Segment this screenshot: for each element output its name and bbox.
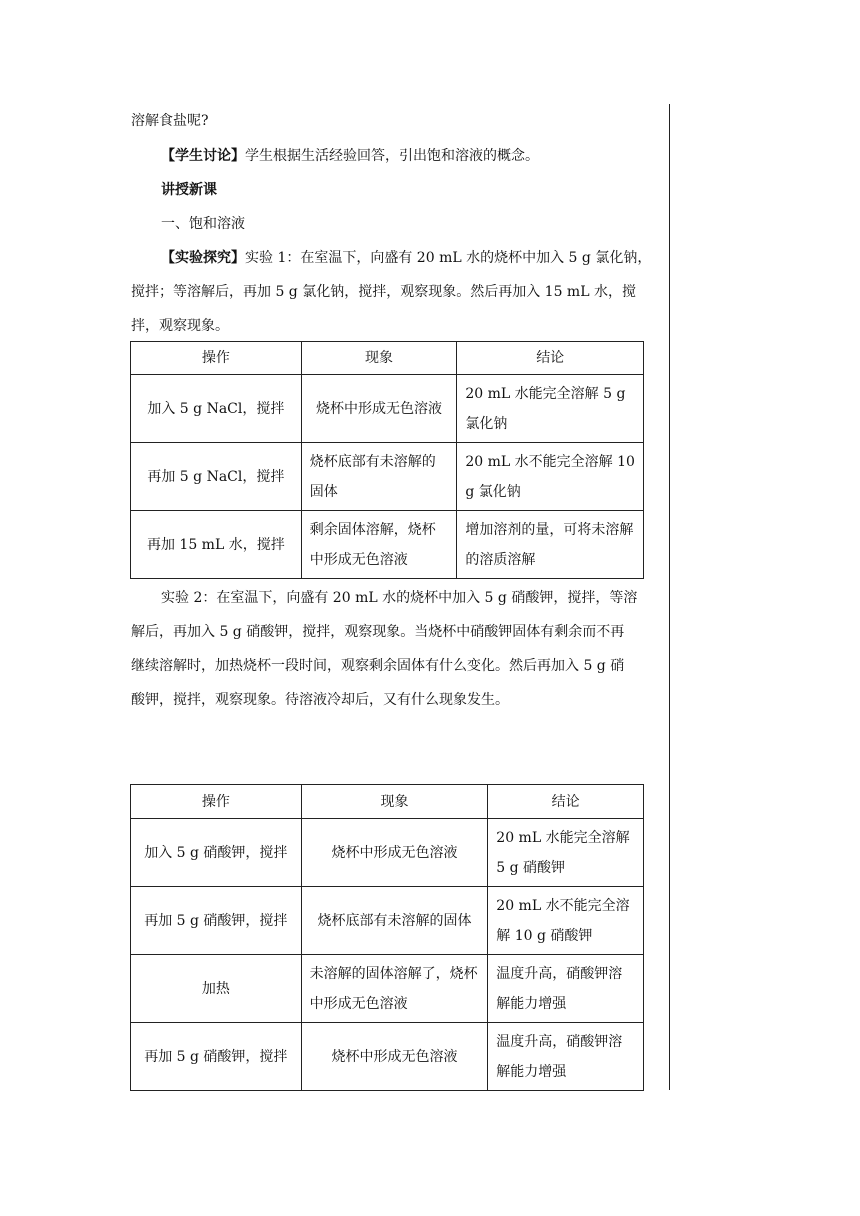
experiment-1-table	[130, 341, 644, 579]
table-header-row	[131, 342, 644, 375]
table-cell: 加入 5 g NaCl，搅拌	[131, 375, 302, 443]
lecture-heading: 讲授新课	[161, 182, 217, 198]
table-cell: 20 mL 水不能完全溶解 10 g 氯化钠	[457, 443, 644, 511]
table-cell: 烧杯底部有未溶解的固体	[301, 443, 457, 511]
table-row	[131, 887, 644, 955]
table-cell: 烧杯中形成无色溶液	[301, 1023, 488, 1091]
header-conclusion: 结论	[457, 342, 644, 375]
table-row	[131, 375, 644, 443]
header-operation: 操作	[131, 342, 302, 375]
table-row	[131, 955, 644, 1023]
intro-line: 溶解食盐呢?	[131, 113, 209, 129]
experiment-1-line-2: 搅拌；等溶解后，再加 5 g 氯化钠，搅拌，观察现象。然后再加入 15 mL 水，搅	[131, 284, 636, 300]
table-cell: 温度升高，硝酸钾溶解能力增强	[488, 1023, 644, 1091]
table-cell: 再加 5 g 硝酸钾，搅拌	[131, 887, 302, 955]
header-conclusion: 结论	[488, 785, 644, 819]
table-cell: 20 mL 水能完全溶解 5 g 氯化钠	[457, 375, 644, 443]
experiment-2-line-2: 解后，再加入 5 g 硝酸钾，搅拌，观察现象。当烧杯中硝酸钾固体有剩余而不再	[131, 624, 625, 640]
student-discussion	[161, 139, 691, 173]
discussion-text: 学生根据生活经验回答，引出饱和溶液的概念。	[245, 148, 539, 164]
header-phenomenon: 现象	[301, 785, 488, 819]
table-cell: 烧杯中形成无色溶液	[301, 819, 488, 887]
table-row	[131, 819, 644, 887]
table-header-row	[131, 785, 644, 819]
table-cell: 未溶解的固体溶解了，烧杯中形成无色溶液	[301, 955, 488, 1023]
table-cell: 20 mL 水能完全溶解 5 g 硝酸钾	[488, 819, 644, 887]
experiment-2-line-3: 继续溶解时，加热烧杯一段时间，观察剩余固体有什么变化。然后再加入 5 g 硝	[131, 658, 625, 674]
discussion-tag: 【学生讨论】	[161, 148, 245, 164]
experiment-2-table	[130, 784, 644, 1091]
experiment-1-line-1	[161, 241, 671, 275]
table-cell: 烧杯中形成无色溶液	[301, 375, 457, 443]
table-cell: 烧杯底部有未溶解的固体	[301, 887, 488, 955]
table-cell: 加入 5 g 硝酸钾，搅拌	[131, 819, 302, 887]
experiment-2-line-4: 酸钾，搅拌，观察现象。待溶液冷却后，又有什么现象发生。	[131, 692, 509, 708]
table-row	[131, 1023, 644, 1091]
table-cell: 加热	[131, 955, 302, 1023]
table-cell: 增加溶剂的量，可将未溶解的溶质溶解	[457, 511, 644, 579]
experiment-2-line-1: 实验 2：在室温下，向盛有 20 mL 水的烧杯中加入 5 g 硝酸钾，搅拌，等溶	[161, 590, 638, 606]
experiment-1-text: 实验 1：在室温下，向盛有 20 mL 水的烧杯中加入 5 g 氯化钠，	[245, 250, 652, 266]
table-row	[131, 511, 644, 579]
table-cell: 再加 15 mL 水，搅拌	[131, 511, 302, 579]
section-heading: 一、饱和溶液	[161, 216, 245, 232]
table-row	[131, 443, 644, 511]
table-cell: 剩余固体溶解，烧杯中形成无色溶液	[301, 511, 457, 579]
experiment-tag: 【实验探究】	[161, 250, 245, 266]
header-phenomenon: 现象	[301, 342, 457, 375]
experiment-1-line-3: 拌，观察现象。	[131, 318, 229, 334]
table-cell: 再加 5 g 硝酸钾，搅拌	[131, 1023, 302, 1091]
table-cell: 20 mL 水不能完全溶解 10 g 硝酸钾	[488, 887, 644, 955]
header-operation: 操作	[131, 785, 302, 819]
table-cell: 再加 5 g NaCl，搅拌	[131, 443, 302, 511]
table-cell: 温度升高，硝酸钾溶解能力增强	[488, 955, 644, 1023]
